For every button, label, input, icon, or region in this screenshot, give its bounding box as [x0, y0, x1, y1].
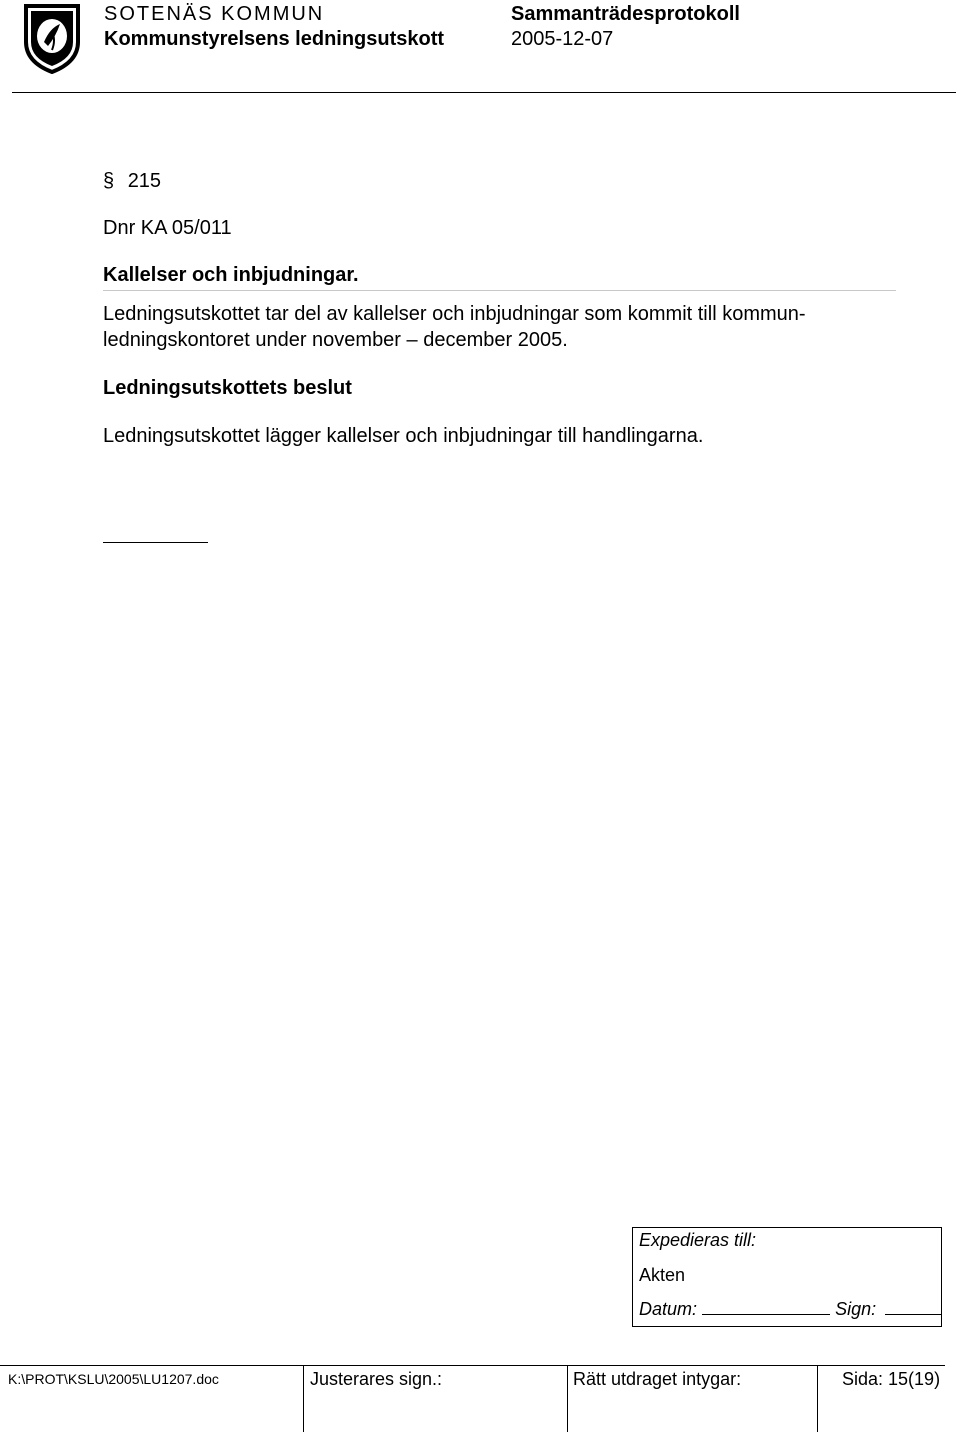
sign-signature-line	[885, 1300, 941, 1315]
expedition-box	[632, 1227, 942, 1327]
datum-label: Datum:	[639, 1299, 698, 1319]
footer-column-divider	[817, 1366, 818, 1432]
expedition-date-sign-row	[639, 1299, 941, 1320]
decision-heading: Ledningsutskottets beslut	[103, 377, 352, 399]
paragraph-number-value: 215	[127, 170, 162, 192]
meeting-date: 2005-12-07	[511, 28, 614, 50]
page-number: Sida: 15(19)	[842, 1369, 941, 1389]
municipality-name: SOTENÄS KOMMUN	[104, 3, 325, 25]
case-body-line-1: Ledningsutskottet tar del av kallelser och inbjudningar som kommit till kommun-	[103, 303, 806, 325]
title-underline	[103, 290, 896, 291]
case-title: Kallelser och inbjudningar.	[103, 264, 359, 286]
footer-column-divider	[303, 1366, 304, 1432]
decision-text: Ledningsutskottet lägger kallelser och inbjudningar till handlingarna.	[103, 425, 704, 447]
footer-column-divider	[567, 1366, 568, 1432]
header-divider	[12, 92, 956, 93]
case-body-line-2: ledningskontoret under november – december 2005.	[103, 329, 568, 351]
file-path: K:\PROT\KSLU\2005\LU1207.doc	[8, 1371, 219, 1387]
paragraph-number	[103, 169, 161, 193]
sign-label: Sign:	[835, 1299, 877, 1319]
expedition-recipient: Akten	[639, 1265, 686, 1285]
diary-number: Dnr KA 05/011	[103, 217, 232, 239]
footer-divider	[0, 1365, 945, 1366]
committee-name: Kommunstyrelsens ledningsutskott	[104, 28, 445, 50]
municipal-crest-icon	[22, 2, 82, 74]
adjuster-signature-label: Justerares sign.:	[310, 1369, 443, 1389]
datum-signature-line	[702, 1300, 830, 1315]
certified-extract-label: Rätt utdraget intygar:	[573, 1369, 742, 1389]
paragraph-symbol: §	[103, 170, 115, 192]
protocol-type: Sammanträdesprotokoll	[511, 3, 740, 25]
expedition-heading: Expedieras till:	[639, 1230, 757, 1250]
end-of-section-rule	[103, 542, 208, 543]
